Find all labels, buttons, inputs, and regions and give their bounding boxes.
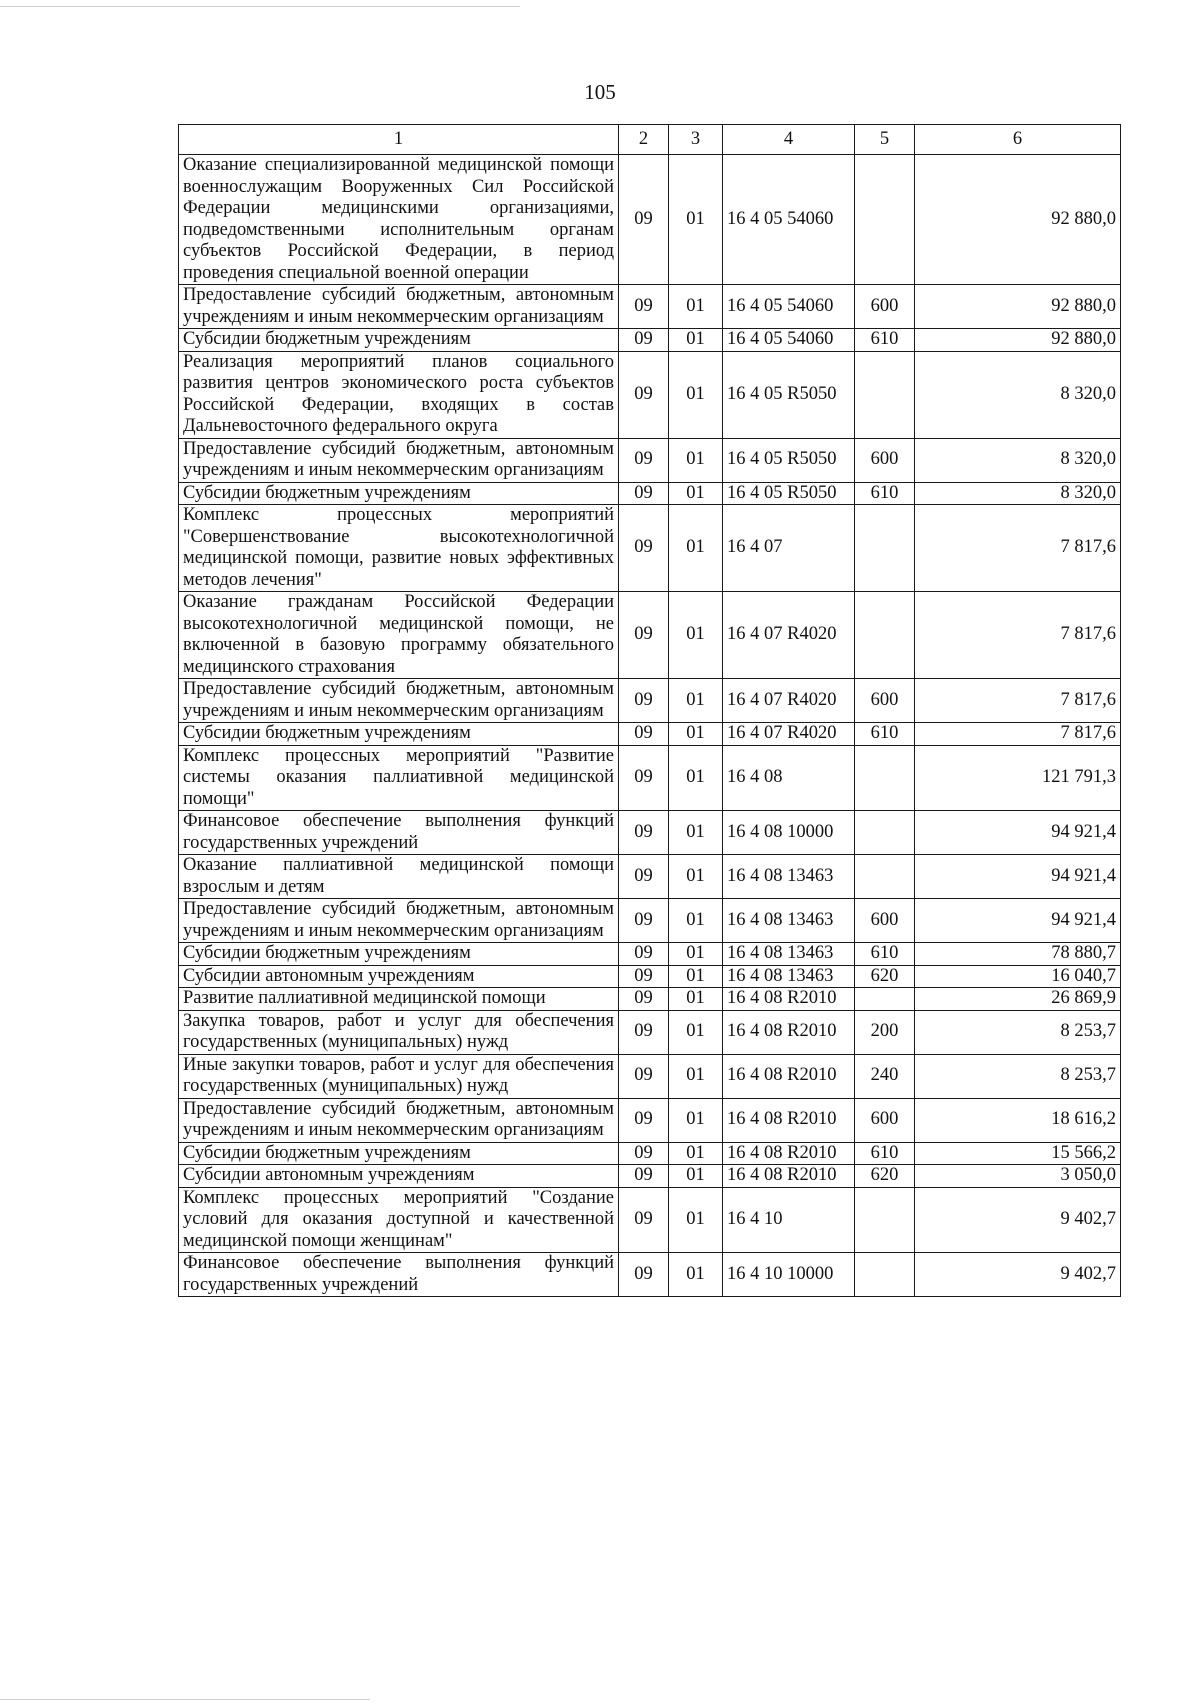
cell-amount: 92 880,0 (915, 155, 1121, 285)
cell-expense-type: 610 (855, 482, 915, 505)
cell-amount: 7 817,6 (915, 592, 1121, 679)
cell-section: 09 (619, 1142, 669, 1165)
table-body (179, 155, 1121, 1297)
table-row (179, 285, 1121, 329)
cell-target-article: 16 4 08 R2010 (723, 1010, 855, 1054)
cell-subsection: 01 (669, 1142, 723, 1165)
table-row (179, 155, 1121, 285)
cell-name: Субсидии автономным учреждениям (179, 1165, 619, 1188)
cell-name: Субсидии бюджетным учреждениям (179, 723, 619, 746)
table-row (179, 592, 1121, 679)
table-row (179, 1054, 1121, 1098)
budget-table (178, 124, 1121, 1297)
cell-amount: 121 791,3 (915, 745, 1121, 811)
table-row (179, 723, 1121, 746)
cell-target-article: 16 4 05 54060 (723, 285, 855, 329)
table-row (179, 855, 1121, 899)
cell-subsection: 01 (669, 505, 723, 592)
cell-section: 09 (619, 329, 669, 352)
table-row (179, 482, 1121, 505)
cell-subsection: 01 (669, 723, 723, 746)
cell-section: 09 (619, 679, 669, 723)
cell-subsection: 01 (669, 329, 723, 352)
table-row (179, 965, 1121, 988)
page-number: 105 (584, 80, 616, 104)
cell-subsection: 01 (669, 1098, 723, 1142)
cell-expense-type: 600 (855, 438, 915, 482)
cell-name: Субсидии бюджетным учреждениям (179, 329, 619, 352)
cell-section: 09 (619, 855, 669, 899)
cell-section: 09 (619, 438, 669, 482)
cell-expense-type (855, 988, 915, 1011)
cell-name: Иные закупки товаров, работ и услуг для обеспечения государственных (муниципальных) нужд (179, 1054, 619, 1098)
scan-edge-line (0, 1699, 370, 1700)
cell-target-article: 16 4 08 13463 (723, 965, 855, 988)
cell-amount: 16 040,7 (915, 965, 1121, 988)
cell-name: Реализация мероприятий планов социального развития центров экономического роста субъектов Российской Федерации, входящих в состав Дальневосточного федерального округа (179, 351, 619, 438)
cell-subsection: 01 (669, 1054, 723, 1098)
cell-amount: 8 253,7 (915, 1010, 1121, 1054)
cell-name: Оказание специализированной медицинской помощи военнослужащим Вооруженных Сил Российской Федерации медицинскими организациями, подведомственными исполнительным органам субъектов Российской Федерации, в период проведения специальной военной операции (179, 155, 619, 285)
cell-name: Комплекс процессных мероприятий "Совершенствование высокотехнологичной медицинской помощи, развитие новых эффективных методов лечения" (179, 505, 619, 592)
cell-name: Закупка товаров, работ и услуг для обеспечения государственных (муниципальных) нужд (179, 1010, 619, 1054)
column-header-target-article: 4 (723, 125, 855, 155)
cell-subsection: 01 (669, 811, 723, 855)
cell-amount: 15 566,2 (915, 1142, 1121, 1165)
cell-name: Предоставление субсидий бюджетным, автономным учреждениям и иным некоммерческим организациям (179, 679, 619, 723)
cell-target-article: 16 4 08 (723, 745, 855, 811)
cell-subsection: 01 (669, 1187, 723, 1253)
cell-amount: 18 616,2 (915, 1098, 1121, 1142)
cell-section: 09 (619, 1165, 669, 1188)
cell-expense-type: 600 (855, 679, 915, 723)
cell-expense-type (855, 351, 915, 438)
cell-name: Оказание паллиативной медицинской помощи взрослым и детям (179, 855, 619, 899)
cell-expense-type: 610 (855, 943, 915, 966)
cell-amount: 92 880,0 (915, 329, 1121, 352)
table-row (179, 505, 1121, 592)
cell-target-article: 16 4 07 (723, 505, 855, 592)
cell-subsection: 01 (669, 155, 723, 285)
column-header-amount: 6 (915, 125, 1121, 155)
cell-section: 09 (619, 1187, 669, 1253)
cell-section: 09 (619, 943, 669, 966)
cell-target-article: 16 4 05 R5050 (723, 482, 855, 505)
cell-subsection: 01 (669, 679, 723, 723)
cell-name: Субсидии бюджетным учреждениям (179, 482, 619, 505)
table-row (179, 1187, 1121, 1253)
cell-name: Предоставление субсидий бюджетным, автономным учреждениям и иным некоммерческим организациям (179, 1098, 619, 1142)
cell-amount: 8 320,0 (915, 351, 1121, 438)
cell-subsection: 01 (669, 285, 723, 329)
cell-expense-type: 200 (855, 1010, 915, 1054)
cell-amount: 7 817,6 (915, 505, 1121, 592)
cell-section: 09 (619, 899, 669, 943)
cell-target-article: 16 4 07 R4020 (723, 679, 855, 723)
cell-section: 09 (619, 505, 669, 592)
cell-subsection: 01 (669, 855, 723, 899)
cell-section: 09 (619, 1054, 669, 1098)
cell-name: Субсидии автономным учреждениям (179, 965, 619, 988)
cell-section: 09 (619, 1098, 669, 1142)
cell-target-article: 16 4 08 R2010 (723, 1054, 855, 1098)
cell-section: 09 (619, 592, 669, 679)
table-row (179, 351, 1121, 438)
cell-amount: 7 817,6 (915, 723, 1121, 746)
cell-amount: 7 817,6 (915, 679, 1121, 723)
cell-expense-type: 610 (855, 723, 915, 746)
cell-expense-type: 620 (855, 965, 915, 988)
column-header-section: 2 (619, 125, 669, 155)
table-row (179, 1165, 1121, 1188)
cell-subsection: 01 (669, 1253, 723, 1297)
cell-target-article: 16 4 08 13463 (723, 855, 855, 899)
cell-section: 09 (619, 988, 669, 1011)
cell-subsection: 01 (669, 899, 723, 943)
table-row (179, 329, 1121, 352)
cell-section: 09 (619, 155, 669, 285)
table-row (179, 1010, 1121, 1054)
cell-target-article: 16 4 07 R4020 (723, 723, 855, 746)
cell-target-article: 16 4 05 54060 (723, 155, 855, 285)
column-header-subsection: 3 (669, 125, 723, 155)
cell-subsection: 01 (669, 988, 723, 1011)
table-header-row (179, 125, 1121, 155)
cell-subsection: 01 (669, 1165, 723, 1188)
cell-amount: 3 050,0 (915, 1165, 1121, 1188)
column-header-name: 1 (179, 125, 619, 155)
cell-subsection: 01 (669, 1010, 723, 1054)
cell-target-article: 16 4 08 13463 (723, 899, 855, 943)
cell-target-article: 16 4 08 R2010 (723, 1165, 855, 1188)
cell-name: Субсидии бюджетным учреждениям (179, 943, 619, 966)
column-header-expense-type: 5 (855, 125, 915, 155)
cell-amount: 78 880,7 (915, 943, 1121, 966)
cell-target-article: 16 4 05 54060 (723, 329, 855, 352)
cell-expense-type (855, 155, 915, 285)
cell-amount: 92 880,0 (915, 285, 1121, 329)
cell-name: Предоставление субсидий бюджетным, автономным учреждениям и иным некоммерческим организациям (179, 438, 619, 482)
cell-name: Комплекс процессных мероприятий "Создание условий для оказания доступной и качественной медицинской помощи женщинам" (179, 1187, 619, 1253)
cell-expense-type (855, 505, 915, 592)
cell-expense-type: 240 (855, 1054, 915, 1098)
table-row (179, 1253, 1121, 1297)
cell-expense-type: 610 (855, 1142, 915, 1165)
table-row (179, 988, 1121, 1011)
cell-amount: 8 320,0 (915, 438, 1121, 482)
cell-amount: 94 921,4 (915, 811, 1121, 855)
cell-subsection: 01 (669, 482, 723, 505)
cell-section: 09 (619, 965, 669, 988)
cell-target-article: 16 4 08 R2010 (723, 988, 855, 1011)
cell-section: 09 (619, 285, 669, 329)
cell-section: 09 (619, 482, 669, 505)
cell-expense-type (855, 1187, 915, 1253)
scan-edge-line (0, 6, 520, 7)
cell-expense-type (855, 811, 915, 855)
cell-target-article: 16 4 10 10000 (723, 1253, 855, 1297)
cell-section: 09 (619, 745, 669, 811)
table-row (179, 1142, 1121, 1165)
table-row (179, 679, 1121, 723)
cell-subsection: 01 (669, 745, 723, 811)
cell-expense-type: 600 (855, 285, 915, 329)
cell-target-article: 16 4 05 R5050 (723, 438, 855, 482)
table-row (179, 745, 1121, 811)
cell-target-article: 16 4 10 (723, 1187, 855, 1253)
cell-target-article: 16 4 05 R5050 (723, 351, 855, 438)
cell-amount: 94 921,4 (915, 855, 1121, 899)
cell-expense-type (855, 1253, 915, 1297)
cell-target-article: 16 4 08 13463 (723, 943, 855, 966)
cell-name: Субсидии бюджетным учреждениям (179, 1142, 619, 1165)
cell-amount: 94 921,4 (915, 899, 1121, 943)
cell-expense-type (855, 592, 915, 679)
table-row (179, 811, 1121, 855)
cell-amount: 9 402,7 (915, 1253, 1121, 1297)
cell-subsection: 01 (669, 965, 723, 988)
cell-name: Предоставление субсидий бюджетным, автономным учреждениям и иным некоммерческим организациям (179, 285, 619, 329)
cell-expense-type: 610 (855, 329, 915, 352)
cell-name: Финансовое обеспечение выполнения функций государственных учреждений (179, 1253, 619, 1297)
cell-expense-type (855, 745, 915, 811)
cell-target-article: 16 4 08 R2010 (723, 1098, 855, 1142)
cell-target-article: 16 4 08 R2010 (723, 1142, 855, 1165)
cell-expense-type: 620 (855, 1165, 915, 1188)
table-row (179, 438, 1121, 482)
cell-section: 09 (619, 1010, 669, 1054)
cell-amount: 8 253,7 (915, 1054, 1121, 1098)
cell-subsection: 01 (669, 943, 723, 966)
cell-target-article: 16 4 07 R4020 (723, 592, 855, 679)
cell-section: 09 (619, 351, 669, 438)
table-row (179, 1098, 1121, 1142)
cell-section: 09 (619, 723, 669, 746)
cell-expense-type: 600 (855, 899, 915, 943)
cell-subsection: 01 (669, 351, 723, 438)
cell-name: Финансовое обеспечение выполнения функций государственных учреждений (179, 811, 619, 855)
cell-amount: 9 402,7 (915, 1187, 1121, 1253)
cell-name: Предоставление субсидий бюджетным, автономным учреждениям и иным некоммерческим организациям (179, 899, 619, 943)
cell-name: Развитие паллиативной медицинской помощи (179, 988, 619, 1011)
cell-name: Комплекс процессных мероприятий "Развитие системы оказания паллиативной медицинской помощи" (179, 745, 619, 811)
table-row (179, 943, 1121, 966)
table-row (179, 899, 1121, 943)
cell-amount: 26 869,9 (915, 988, 1121, 1011)
cell-section: 09 (619, 811, 669, 855)
cell-expense-type (855, 855, 915, 899)
cell-subsection: 01 (669, 438, 723, 482)
cell-amount: 8 320,0 (915, 482, 1121, 505)
cell-name: Оказание гражданам Российской Федерации высокотехнологичной медицинской помощи, не включенной в базовую программу обязательного медицинского страхования (179, 592, 619, 679)
cell-subsection: 01 (669, 592, 723, 679)
cell-target-article: 16 4 08 10000 (723, 811, 855, 855)
cell-section: 09 (619, 1253, 669, 1297)
cell-expense-type: 600 (855, 1098, 915, 1142)
